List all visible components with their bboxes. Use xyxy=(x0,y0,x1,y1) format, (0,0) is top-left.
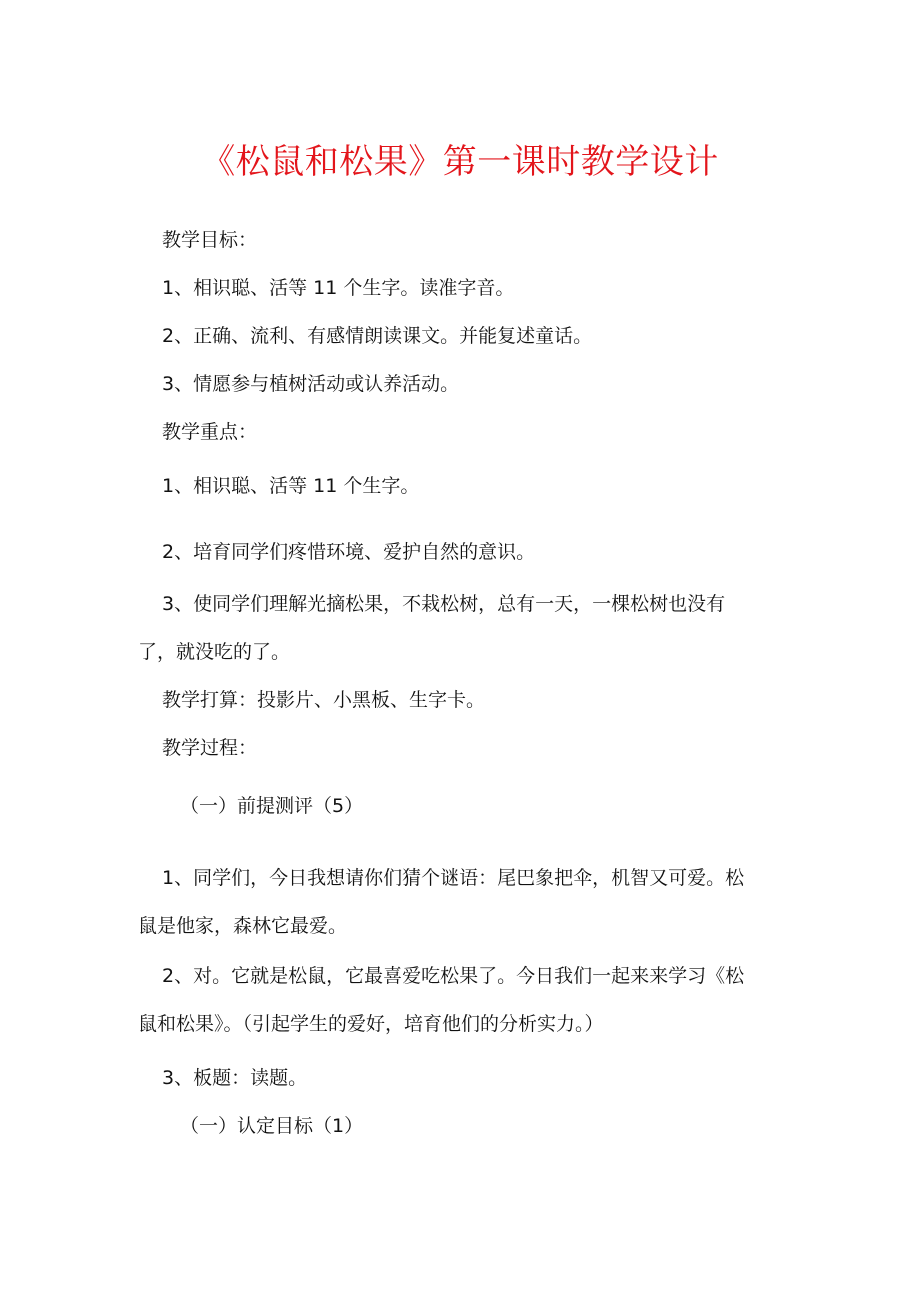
paragraph-objective-2: 2、正确、流利、有感情朗读课文。并能复述童话。 xyxy=(162,325,593,347)
paragraph-objective-3: 3、情愿参与植树活动或认养活动。 xyxy=(162,373,460,395)
document-title: 《松鼠和松果》第一课时教学设计 xyxy=(201,142,719,182)
paragraph-section-prerequisite-test: （一）前提测评（5） xyxy=(180,795,364,817)
paragraph-step-3: 3、板题：读题。 xyxy=(162,1067,308,1089)
paragraph-step-2: 2、对。它就是松鼠，它最喜爱吃松果了。今日我们一起来来学习《松 xyxy=(162,965,745,987)
paragraph-process-heading: 教学过程： xyxy=(162,737,258,759)
paragraph-objective-1: 1、相识聪、活等 11 个生字。读准字音。 xyxy=(162,277,515,299)
paragraph-key-points-heading: 教学重点： xyxy=(162,421,258,443)
paragraph-step-2-continued: 鼠和松果》。（引起学生的爱好，培育他们的分析实力。） xyxy=(138,1013,604,1035)
paragraph-step-1-continued: 鼠是他家，森林它最爱。 xyxy=(138,915,348,937)
paragraph-key-point-3-continued: 了，就没吃的了。 xyxy=(138,641,291,663)
paragraph-key-point-1: 1、相识聪、活等 11 个生字。 xyxy=(162,475,420,497)
paragraph-objectives-heading: 教学目标： xyxy=(162,229,258,251)
paragraph-key-point-3: 3、使同学们理解光摘松果，不栽松树，总有一天，一棵松树也没有 xyxy=(162,593,726,615)
paragraph-step-1: 1、同学们，今日我想请你们猜个谜语：尾巴象把伞，机智又可爱。松 xyxy=(162,867,745,889)
paragraph-key-point-2: 2、培育同学们疼惜环境、爱护自然的意识。 xyxy=(162,541,536,563)
paragraph-section-goal-setting: （一）认定目标（1） xyxy=(180,1115,364,1137)
paragraph-preparation: 教学打算：投影片、小黑板、生字卡。 xyxy=(162,689,486,711)
